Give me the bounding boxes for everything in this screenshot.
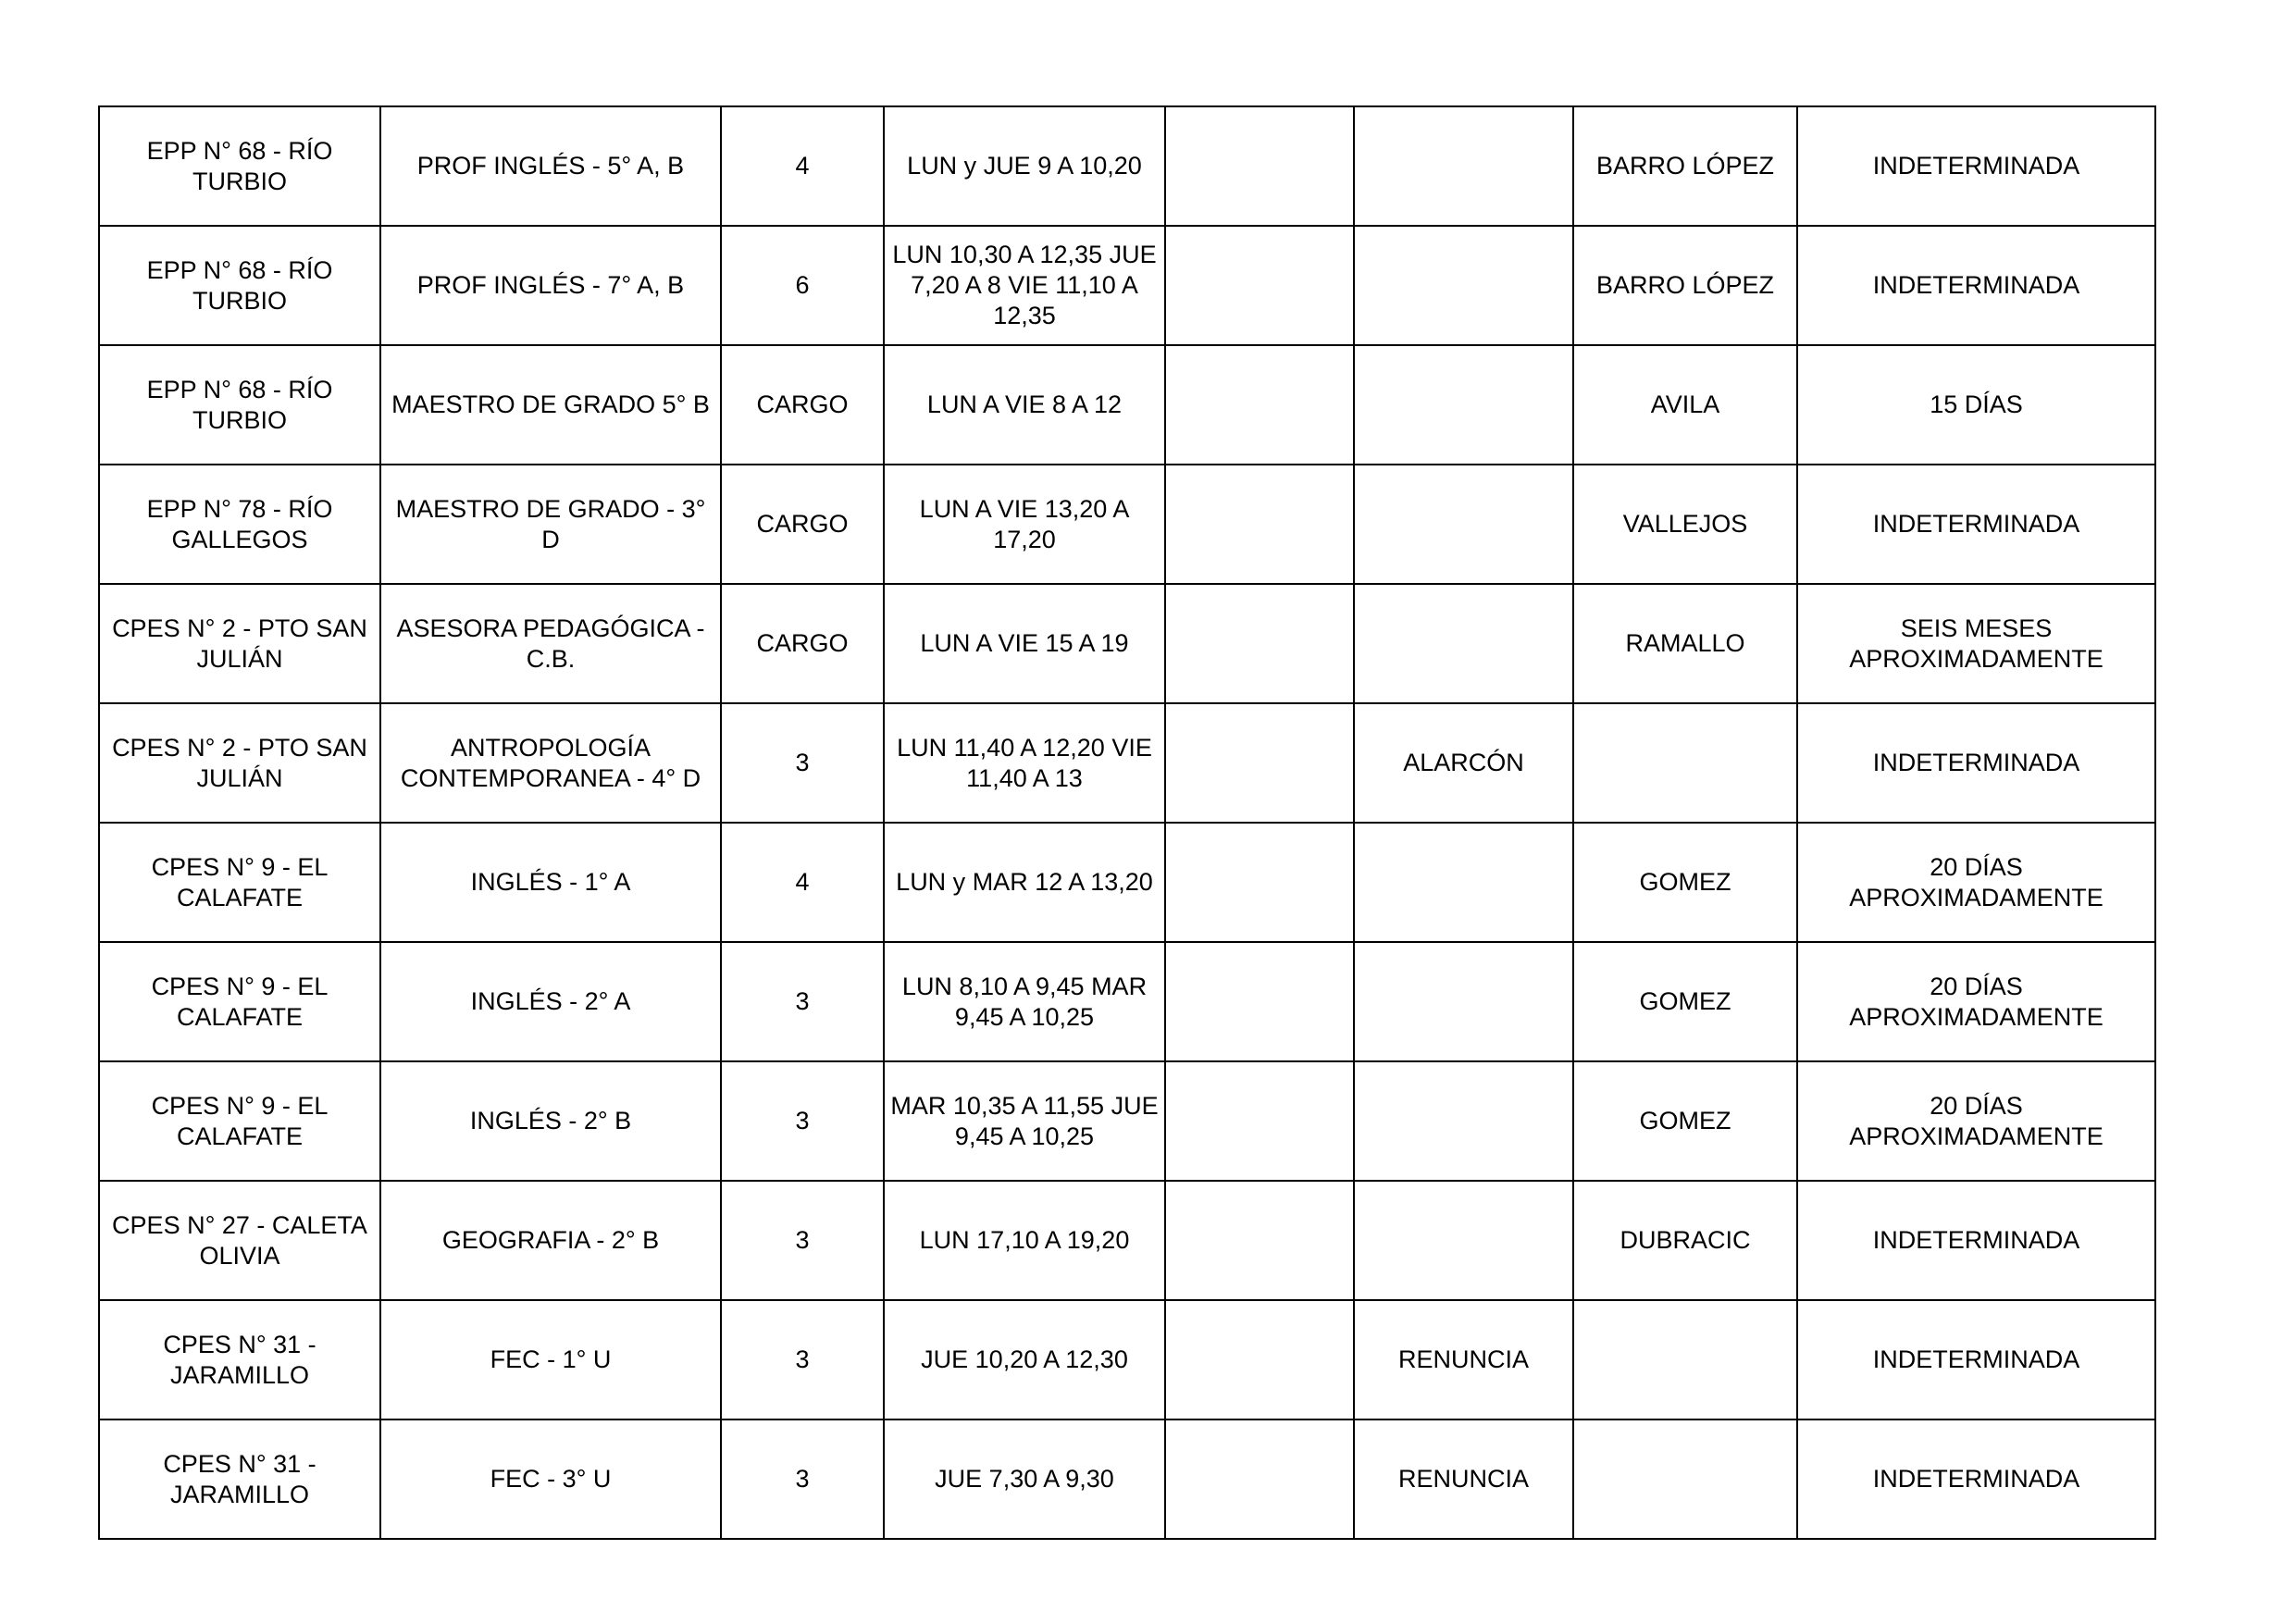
hours-cell: CARGO <box>721 584 884 703</box>
hours-cell: 3 <box>721 1300 884 1419</box>
subject-cell: INGLÉS - 1° A <box>380 823 721 942</box>
table-row <box>99 1181 2155 1300</box>
notes-cell <box>1354 1181 1573 1300</box>
schedule-cell: LUN A VIE 13,20 A 17,20 <box>884 465 1165 584</box>
school-cell: EPP N° 78 - RÍO GALLEGOS <box>99 465 380 584</box>
notes-cell <box>1354 584 1573 703</box>
notes-cell: RENUNCIA <box>1354 1300 1573 1419</box>
empty-cell <box>1165 1061 1354 1181</box>
school-cell: EPP N° 68 - RÍO TURBIO <box>99 345 380 465</box>
subject-cell: ANTROPOLOGÍA CONTEMPORANEA - 4° D <box>380 703 721 823</box>
hours-cell: 3 <box>721 942 884 1061</box>
teacher-cell: GOMEZ <box>1573 942 1797 1061</box>
schedule-cell: LUN y JUE 9 A 10,20 <box>884 106 1165 226</box>
teacher-cell: GOMEZ <box>1573 823 1797 942</box>
table-row <box>99 345 2155 465</box>
subject-cell: PROF INGLÉS - 5° A, B <box>380 106 721 226</box>
duration-cell: 20 DÍAS APROXIMADAMENTE <box>1797 942 2155 1061</box>
subject-cell: GEOGRAFIA - 2° B <box>380 1181 721 1300</box>
schedule-cell: MAR 10,35 A 11,55 JUE 9,45 A 10,25 <box>884 1061 1165 1181</box>
teacher-cell: GOMEZ <box>1573 1061 1797 1181</box>
duration-cell: INDETERMINADA <box>1797 1419 2155 1539</box>
school-cell: CPES N° 2 - PTO SAN JULIÁN <box>99 703 380 823</box>
hours-cell: 4 <box>721 106 884 226</box>
empty-cell <box>1165 823 1354 942</box>
schedule-cell: LUN 17,10 A 19,20 <box>884 1181 1165 1300</box>
schedule-cell: LUN y MAR 12 A 13,20 <box>884 823 1165 942</box>
school-cell: CPES N° 9 - EL CALAFATE <box>99 942 380 1061</box>
hours-cell: 3 <box>721 703 884 823</box>
teacher-cell: DUBRACIC <box>1573 1181 1797 1300</box>
schedule-cell: LUN 10,30 A 12,35 JUE 7,20 A 8 VIE 11,10 A 12,35 <box>884 226 1165 345</box>
document-page <box>98 105 2154 1540</box>
duration-cell: INDETERMINADA <box>1797 1300 2155 1419</box>
subject-cell: PROF INGLÉS - 7° A, B <box>380 226 721 345</box>
empty-cell <box>1165 1300 1354 1419</box>
school-cell: CPES N° 31 - JARAMILLO <box>99 1300 380 1419</box>
school-cell: CPES N° 27 - CALETA OLIVIA <box>99 1181 380 1300</box>
notes-cell <box>1354 823 1573 942</box>
notes-cell <box>1354 465 1573 584</box>
notes-cell: ALARCÓN <box>1354 703 1573 823</box>
empty-cell <box>1165 1419 1354 1539</box>
empty-cell <box>1165 226 1354 345</box>
duration-cell: INDETERMINADA <box>1797 106 2155 226</box>
duration-cell: INDETERMINADA <box>1797 1181 2155 1300</box>
school-cell: CPES N° 9 - EL CALAFATE <box>99 823 380 942</box>
notes-cell: RENUNCIA <box>1354 1419 1573 1539</box>
school-cell: CPES N° 31 - JARAMILLO <box>99 1419 380 1539</box>
notes-cell <box>1354 106 1573 226</box>
teacher-cell: VALLEJOS <box>1573 465 1797 584</box>
subject-cell: ASESORA PEDAGÓGICA - C.B. <box>380 584 721 703</box>
empty-cell <box>1165 465 1354 584</box>
hours-cell: 4 <box>721 823 884 942</box>
hours-cell: CARGO <box>721 345 884 465</box>
notes-cell <box>1354 942 1573 1061</box>
schedule-cell: JUE 7,30 A 9,30 <box>884 1419 1165 1539</box>
schedule-cell: LUN A VIE 8 A 12 <box>884 345 1165 465</box>
duration-cell: 20 DÍAS APROXIMADAMENTE <box>1797 823 2155 942</box>
teacher-cell <box>1573 1300 1797 1419</box>
school-cell: EPP N° 68 - RÍO TURBIO <box>99 106 380 226</box>
school-cell: CPES N° 9 - EL CALAFATE <box>99 1061 380 1181</box>
table-row <box>99 1061 2155 1181</box>
table-row <box>99 942 2155 1061</box>
subject-cell: INGLÉS - 2° A <box>380 942 721 1061</box>
subject-cell: INGLÉS - 2° B <box>380 1061 721 1181</box>
teacher-cell: BARRO LÓPEZ <box>1573 106 1797 226</box>
empty-cell <box>1165 1181 1354 1300</box>
schedule-cell: LUN 8,10 A 9,45 MAR 9,45 A 10,25 <box>884 942 1165 1061</box>
empty-cell <box>1165 942 1354 1061</box>
teacher-cell: AVILA <box>1573 345 1797 465</box>
duration-cell: SEIS MESES APROXIMADAMENTE <box>1797 584 2155 703</box>
teacher-cell: RAMALLO <box>1573 584 1797 703</box>
school-cell: EPP N° 68 - RÍO TURBIO <box>99 226 380 345</box>
teacher-cell <box>1573 1419 1797 1539</box>
table-row <box>99 465 2155 584</box>
hours-cell: 6 <box>721 226 884 345</box>
table-body <box>99 106 2155 1539</box>
schedule-cell: LUN 11,40 A 12,20 VIE 11,40 A 13 <box>884 703 1165 823</box>
table-row <box>99 1419 2155 1539</box>
hours-cell: 3 <box>721 1061 884 1181</box>
subject-cell: FEC - 3° U <box>380 1419 721 1539</box>
empty-cell <box>1165 584 1354 703</box>
hours-cell: 3 <box>721 1181 884 1300</box>
notes-cell <box>1354 1061 1573 1181</box>
vacancies-table <box>98 105 2156 1540</box>
teacher-cell <box>1573 703 1797 823</box>
teacher-cell: BARRO LÓPEZ <box>1573 226 1797 345</box>
schedule-cell: JUE 10,20 A 12,30 <box>884 1300 1165 1419</box>
empty-cell <box>1165 703 1354 823</box>
notes-cell <box>1354 226 1573 345</box>
empty-cell <box>1165 345 1354 465</box>
notes-cell <box>1354 345 1573 465</box>
table-row <box>99 703 2155 823</box>
table-row <box>99 1300 2155 1419</box>
table-row <box>99 226 2155 345</box>
subject-cell: FEC - 1° U <box>380 1300 721 1419</box>
empty-cell <box>1165 106 1354 226</box>
duration-cell: 15 DÍAS <box>1797 345 2155 465</box>
subject-cell: MAESTRO DE GRADO - 3° D <box>380 465 721 584</box>
duration-cell: INDETERMINADA <box>1797 226 2155 345</box>
table-row <box>99 584 2155 703</box>
subject-cell: MAESTRO DE GRADO 5° B <box>380 345 721 465</box>
table-row <box>99 823 2155 942</box>
school-cell: CPES N° 2 - PTO SAN JULIÁN <box>99 584 380 703</box>
hours-cell: 3 <box>721 1419 884 1539</box>
duration-cell: INDETERMINADA <box>1797 465 2155 584</box>
duration-cell: INDETERMINADA <box>1797 703 2155 823</box>
schedule-cell: LUN A VIE 15 A 19 <box>884 584 1165 703</box>
duration-cell: 20 DÍAS APROXIMADAMENTE <box>1797 1061 2155 1181</box>
hours-cell: CARGO <box>721 465 884 584</box>
table-row <box>99 106 2155 226</box>
